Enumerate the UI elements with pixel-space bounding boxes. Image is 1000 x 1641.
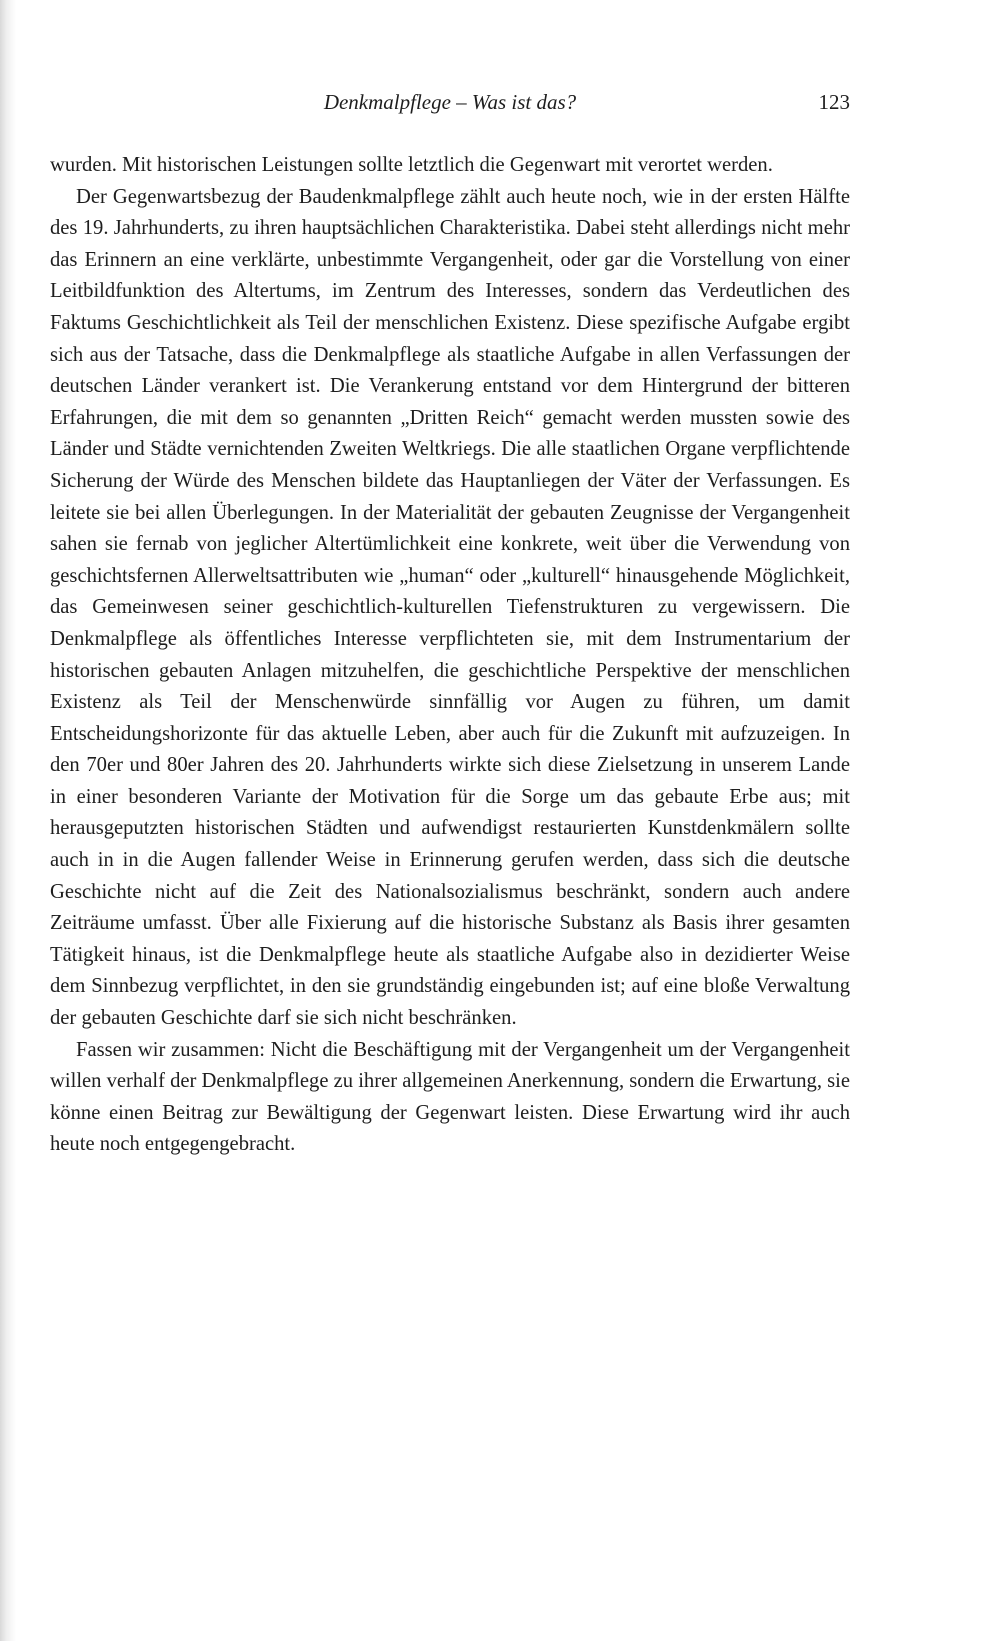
page-number: 123 [818,90,850,114]
binding-shadow [0,0,16,1641]
body-text [50,150,850,1161]
running-head [50,90,850,120]
paragraph-present-relevance: Der Gegenwartsbezug der Baudenkmalpflege zählt auch heute noch, wie in der ersten Hälfte des 19. Jahrhunderts, zu ihren hauptsächlichen Charakteristika. Dabei steht allerdings nicht mehr das Erinnern an eine verklärte, unbestimmte Vergangenheit, oder gar die Vorstellung von einer Leitbildfunktion des Altertums, im Zentrum des Interesses, sondern das Verdeutlichen des Faktums Geschichtlichkeit als Teil der menschlichen Existenz. Diese spezifische Aufgabe ergibt sich aus der Tatsache, dass die Denkmalpflege als staatliche Aufgabe in allen Verfassungen der deutschen Länder verankert ist. Die Verankerung entstand vor dem Hintergrund der bitteren Erfahrungen, die mit dem so genannten „Dritten Reich“ gemacht werden mussten sowie des Länder und Städte vernichtenden Zweiten Weltkriegs. Die alle staatlichen Organe verpflichtende Sicherung der Würde des Menschen bildete das Hauptanliegen der Väter der Verfassungen. Es leitete sie bei allen Überlegungen. In der Materialität der gebauten Zeugnisse der Vergangenheit sahen sie fernab von jeglicher Altertümlichkeit eine konkrete, weit über die Verwendung von geschichtsfernen Allerweltsattributen wie „human“ oder „kulturell“ hinausgehende Möglichkeit, das Gemeinwesen seiner geschichtlich-kulturellen Tiefenstrukturen zu vergewissern. Die Denkmalpflege als öffentliches Interesse verpflichteten sie, mit dem Instrumentarium der historischen gebauten Anlagen mitzuhelfen, die geschichtliche Perspektive der menschlichen Existenz als Teil der Menschenwürde sinnfällig vor Augen zu führen, um damit Entscheidungshorizonte für das aktuelle Leben, aber auch für die Zukunft mit aufzuzeigen. In den 70er und 80er Jahren des 20. Jahrhunderts wirkte sich diese Zielsetzung in unserem Lande in einer besonderen Variante der Motivation für die Sorge um das gebaute Erbe aus; mit herausgeputzten historischen Städten und aufwendigst restaurierten Kunstdenkmälern sollte auch in in die Augen fallender Weise in Erinnerung gerufen werden, dass sich die deutsche Geschichte nicht auf die Zeit des Nationalsozialismus beschränkt, sondern auch andere Zeiträume umfasst. Über alle Fixierung auf die historische Substanz als Basis ihrer gesamten Tätigkeit hinaus, ist die Denkmalpflege heute als staatliche Aufgabe also in dezidierter Weise dem Sinnbezug verpflichtet, in den sie grundständig eingebunden ist; auf eine bloße Verwaltung der gebauten Geschichte darf sie sich nicht beschränken. [50,185,850,1030]
running-title: Denkmalpflege – Was ist das? [323,90,577,114]
paragraph-summary: Fassen wir zusammen: Nicht die Beschäftigung mit der Vergangenheit um der Vergangenheit willen verhalf der Denkmalpflege zu ihrer allgemeinen Anerkennung, sondern die Erwartung, sie könne einen Beitrag zur Bewältigung der Gegenwart leisten. Diese Erwartung wird ihr auch heute noch entgegengebracht. [50,1038,851,1156]
paragraph-continuation: wurden. Mit historischen Leistungen sollte letztlich die Gegenwart mit verortet werden. [50,154,773,176]
